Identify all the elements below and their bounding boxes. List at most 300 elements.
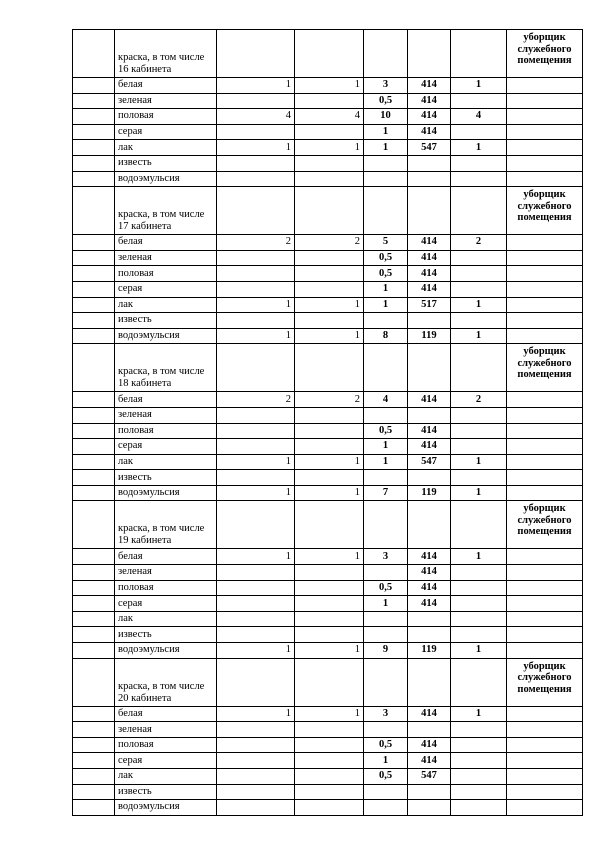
- amount-cell: 1: [364, 753, 408, 769]
- count-cell: [451, 627, 507, 643]
- empty-cell: [217, 501, 295, 549]
- price-cell: 119: [408, 328, 451, 344]
- quantity-cell: [295, 407, 364, 423]
- count-cell: 1: [451, 549, 507, 565]
- role-cell: [507, 485, 583, 501]
- quantity-cell: 2: [295, 235, 364, 251]
- table-row: [73, 485, 583, 501]
- table-row: [73, 784, 583, 800]
- amount-cell: [364, 722, 408, 738]
- quantity-cell: [295, 784, 364, 800]
- index-cell: [73, 124, 115, 140]
- count-cell: [451, 611, 507, 627]
- amount-cell: [364, 171, 408, 187]
- quantity-cell: [295, 93, 364, 109]
- role-cell: [507, 439, 583, 455]
- index-cell: [73, 753, 115, 769]
- table-row: [73, 235, 583, 251]
- group-title: краска, в том числе 17 кабинета: [115, 187, 217, 235]
- table-row: [73, 124, 583, 140]
- index-cell: [73, 800, 115, 816]
- material-name: половая: [115, 580, 217, 596]
- price-cell: 414: [408, 439, 451, 455]
- table-row: [73, 392, 583, 408]
- amount-cell: [364, 313, 408, 329]
- table-row: [73, 596, 583, 612]
- count-cell: 2: [451, 392, 507, 408]
- role-cell: [507, 753, 583, 769]
- table-row: [73, 549, 583, 565]
- material-name: половая: [115, 737, 217, 753]
- empty-cell: [364, 658, 408, 706]
- index-cell: [73, 549, 115, 565]
- table-row: [73, 439, 583, 455]
- count-cell: [451, 784, 507, 800]
- index-cell: [73, 722, 115, 738]
- material-name: водоэмульсия: [115, 171, 217, 187]
- role-cell: [507, 627, 583, 643]
- index-cell: [73, 140, 115, 156]
- role-cell: [507, 78, 583, 94]
- material-name: известь: [115, 155, 217, 171]
- index-cell: [73, 769, 115, 785]
- amount-cell: 7: [364, 485, 408, 501]
- materials-table: [72, 29, 583, 816]
- price-cell: 414: [408, 737, 451, 753]
- count-cell: [451, 407, 507, 423]
- role-cell: [507, 313, 583, 329]
- role-cell: [507, 769, 583, 785]
- quantity-cell: [217, 124, 295, 140]
- quantity-cell: 1: [217, 78, 295, 94]
- material-name: половая: [115, 109, 217, 125]
- index-cell: [73, 611, 115, 627]
- role-cell: [507, 643, 583, 659]
- material-name: водоэмульсия: [115, 800, 217, 816]
- price-cell: 414: [408, 565, 451, 581]
- role-cell: [507, 423, 583, 439]
- role-cell: [507, 297, 583, 313]
- material-name: белая: [115, 392, 217, 408]
- amount-cell: 3: [364, 78, 408, 94]
- quantity-cell: [217, 250, 295, 266]
- material-name: лак: [115, 140, 217, 156]
- quantity-cell: [295, 313, 364, 329]
- role-cell: [507, 328, 583, 344]
- quantity-cell: [295, 627, 364, 643]
- role-cell: [507, 392, 583, 408]
- count-cell: 4: [451, 109, 507, 125]
- quantity-cell: [217, 784, 295, 800]
- empty-cell: [408, 501, 451, 549]
- quantity-cell: [217, 266, 295, 282]
- quantity-cell: [295, 580, 364, 596]
- price-cell: 414: [408, 549, 451, 565]
- empty-cell: [408, 658, 451, 706]
- empty-cell: [217, 344, 295, 392]
- empty-cell: [295, 501, 364, 549]
- empty-cell: [217, 187, 295, 235]
- amount-cell: [364, 565, 408, 581]
- amount-cell: 5: [364, 235, 408, 251]
- amount-cell: 4: [364, 392, 408, 408]
- index-cell: [73, 313, 115, 329]
- table-row: [73, 565, 583, 581]
- table-row: [73, 93, 583, 109]
- role-cell: [507, 281, 583, 297]
- amount-cell: [364, 407, 408, 423]
- role-cell: [507, 109, 583, 125]
- quantity-cell: 2: [217, 392, 295, 408]
- table-row: [73, 266, 583, 282]
- empty-cell: [408, 187, 451, 235]
- count-cell: [451, 124, 507, 140]
- count-cell: 1: [451, 328, 507, 344]
- amount-cell: 0,5: [364, 737, 408, 753]
- empty-cell: [364, 344, 408, 392]
- amount-cell: 0,5: [364, 769, 408, 785]
- amount-cell: 0,5: [364, 423, 408, 439]
- price-cell: 414: [408, 78, 451, 94]
- material-name: известь: [115, 627, 217, 643]
- index-cell: [73, 328, 115, 344]
- table-row: [73, 580, 583, 596]
- responsible-role: уборщик служебного помещения: [507, 30, 583, 78]
- quantity-cell: 2: [217, 235, 295, 251]
- quantity-cell: [217, 439, 295, 455]
- price-cell: 414: [408, 266, 451, 282]
- price-cell: [408, 407, 451, 423]
- index-cell: [73, 596, 115, 612]
- table-row: [73, 454, 583, 470]
- role-cell: [507, 596, 583, 612]
- price-cell: 547: [408, 140, 451, 156]
- quantity-cell: 1: [217, 485, 295, 501]
- material-name: половая: [115, 266, 217, 282]
- price-cell: [408, 171, 451, 187]
- index-cell: [73, 784, 115, 800]
- price-cell: 414: [408, 596, 451, 612]
- quantity-cell: [295, 800, 364, 816]
- group-title: краска, в том числе 18 кабинета: [115, 344, 217, 392]
- quantity-cell: 2: [295, 392, 364, 408]
- count-cell: [451, 439, 507, 455]
- count-cell: 1: [451, 643, 507, 659]
- responsible-role: уборщик служебного помещения: [507, 344, 583, 392]
- index-cell: [73, 454, 115, 470]
- quantity-cell: 4: [295, 109, 364, 125]
- price-cell: 414: [408, 93, 451, 109]
- price-cell: [408, 784, 451, 800]
- material-name: серая: [115, 281, 217, 297]
- material-name: серая: [115, 596, 217, 612]
- index-cell: [73, 439, 115, 455]
- material-name: известь: [115, 470, 217, 486]
- price-cell: 414: [408, 580, 451, 596]
- amount-cell: 3: [364, 549, 408, 565]
- table-row: [73, 643, 583, 659]
- amount-cell: [364, 470, 408, 486]
- empty-cell: [408, 30, 451, 78]
- material-name: серая: [115, 439, 217, 455]
- quantity-cell: [217, 155, 295, 171]
- index-cell: [73, 737, 115, 753]
- quantity-cell: [217, 93, 295, 109]
- quantity-cell: [217, 753, 295, 769]
- table-row: [73, 78, 583, 94]
- price-cell: [408, 470, 451, 486]
- role-cell: [507, 549, 583, 565]
- quantity-cell: [295, 722, 364, 738]
- empty-cell: [364, 30, 408, 78]
- role-cell: [507, 565, 583, 581]
- quantity-cell: [217, 565, 295, 581]
- count-cell: [451, 266, 507, 282]
- quantity-cell: 1: [295, 297, 364, 313]
- price-cell: 414: [408, 753, 451, 769]
- role-cell: [507, 454, 583, 470]
- index-cell: [73, 109, 115, 125]
- role-cell: [507, 171, 583, 187]
- quantity-cell: [217, 281, 295, 297]
- quantity-cell: [295, 470, 364, 486]
- quantity-cell: [217, 423, 295, 439]
- group-header-row: [73, 30, 583, 78]
- quantity-cell: [295, 155, 364, 171]
- responsible-role: уборщик служебного помещения: [507, 658, 583, 706]
- amount-cell: 10: [364, 109, 408, 125]
- material-name: белая: [115, 706, 217, 722]
- role-cell: [507, 611, 583, 627]
- price-cell: [408, 611, 451, 627]
- amount-cell: 0,5: [364, 250, 408, 266]
- index-cell: [73, 392, 115, 408]
- role-cell: [507, 250, 583, 266]
- material-name: зеленая: [115, 93, 217, 109]
- material-name: белая: [115, 549, 217, 565]
- quantity-cell: [217, 470, 295, 486]
- table-row: [73, 627, 583, 643]
- role-cell: [507, 407, 583, 423]
- material-name: водоэмульсия: [115, 485, 217, 501]
- price-cell: [408, 155, 451, 171]
- responsible-role: уборщик служебного помещения: [507, 187, 583, 235]
- group-header-row: [73, 187, 583, 235]
- quantity-cell: 1: [295, 454, 364, 470]
- index-cell: [73, 407, 115, 423]
- quantity-cell: [217, 722, 295, 738]
- role-cell: [507, 706, 583, 722]
- material-name: водоэмульсия: [115, 643, 217, 659]
- table-row: [73, 737, 583, 753]
- price-cell: 547: [408, 454, 451, 470]
- empty-cell: [217, 30, 295, 78]
- index-cell: [73, 565, 115, 581]
- price-cell: 414: [408, 706, 451, 722]
- role-cell: [507, 784, 583, 800]
- quantity-cell: [295, 737, 364, 753]
- index-cell: [73, 297, 115, 313]
- amount-cell: 3: [364, 706, 408, 722]
- table-row: [73, 800, 583, 816]
- empty-cell: [364, 187, 408, 235]
- price-cell: [408, 800, 451, 816]
- role-cell: [507, 155, 583, 171]
- count-cell: [451, 313, 507, 329]
- amount-cell: [364, 784, 408, 800]
- table-row: [73, 470, 583, 486]
- table-row: [73, 140, 583, 156]
- material-name: известь: [115, 313, 217, 329]
- price-cell: 414: [408, 423, 451, 439]
- index-cell: [73, 281, 115, 297]
- empty-cell: [451, 344, 507, 392]
- material-name: серая: [115, 753, 217, 769]
- role-cell: [507, 737, 583, 753]
- quantity-cell: [295, 565, 364, 581]
- empty-cell: [295, 658, 364, 706]
- quantity-cell: [217, 627, 295, 643]
- role-cell: [507, 93, 583, 109]
- empty-cell: [73, 658, 115, 706]
- amount-cell: 1: [364, 596, 408, 612]
- count-cell: [451, 565, 507, 581]
- amount-cell: 8: [364, 328, 408, 344]
- price-cell: 414: [408, 250, 451, 266]
- amount-cell: [364, 800, 408, 816]
- table-row: [73, 297, 583, 313]
- index-cell: [73, 155, 115, 171]
- index-cell: [73, 485, 115, 501]
- quantity-cell: [295, 753, 364, 769]
- quantity-cell: [295, 423, 364, 439]
- materials-table-body: [73, 30, 583, 816]
- material-name: зеленая: [115, 407, 217, 423]
- role-cell: [507, 235, 583, 251]
- amount-cell: 9: [364, 643, 408, 659]
- amount-cell: 1: [364, 439, 408, 455]
- material-name: известь: [115, 784, 217, 800]
- group-header-row: [73, 501, 583, 549]
- count-cell: [451, 800, 507, 816]
- empty-cell: [408, 344, 451, 392]
- empty-cell: [73, 187, 115, 235]
- material-name: зеленая: [115, 250, 217, 266]
- quantity-cell: [217, 580, 295, 596]
- table-row: [73, 281, 583, 297]
- amount-cell: [364, 155, 408, 171]
- material-name: лак: [115, 297, 217, 313]
- group-title: краска, в том числе 16 кабинета: [115, 30, 217, 78]
- quantity-cell: 1: [295, 706, 364, 722]
- price-cell: [408, 627, 451, 643]
- empty-cell: [217, 658, 295, 706]
- count-cell: [451, 470, 507, 486]
- role-cell: [507, 470, 583, 486]
- quantity-cell: [295, 439, 364, 455]
- quantity-cell: 1: [217, 706, 295, 722]
- price-cell: 517: [408, 297, 451, 313]
- empty-cell: [295, 187, 364, 235]
- index-cell: [73, 706, 115, 722]
- table-row: [73, 407, 583, 423]
- index-cell: [73, 627, 115, 643]
- group-header-row: [73, 344, 583, 392]
- quantity-cell: [217, 313, 295, 329]
- count-cell: [451, 753, 507, 769]
- count-cell: [451, 423, 507, 439]
- price-cell: [408, 313, 451, 329]
- quantity-cell: [295, 171, 364, 187]
- index-cell: [73, 235, 115, 251]
- quantity-cell: 1: [295, 549, 364, 565]
- count-cell: 2: [451, 235, 507, 251]
- quantity-cell: 1: [217, 140, 295, 156]
- quantity-cell: 1: [295, 643, 364, 659]
- responsible-role: уборщик служебного помещения: [507, 501, 583, 549]
- quantity-cell: [217, 800, 295, 816]
- index-cell: [73, 250, 115, 266]
- count-cell: [451, 250, 507, 266]
- price-cell: 414: [408, 109, 451, 125]
- price-cell: 414: [408, 392, 451, 408]
- price-cell: 414: [408, 235, 451, 251]
- count-cell: 1: [451, 485, 507, 501]
- quantity-cell: [295, 769, 364, 785]
- material-name: серая: [115, 124, 217, 140]
- amount-cell: [364, 627, 408, 643]
- count-cell: [451, 737, 507, 753]
- quantity-cell: 1: [295, 328, 364, 344]
- quantity-cell: [295, 250, 364, 266]
- empty-cell: [73, 30, 115, 78]
- role-cell: [507, 722, 583, 738]
- material-name: лак: [115, 611, 217, 627]
- group-title: краска, в том числе 19 кабинета: [115, 501, 217, 549]
- price-cell: [408, 722, 451, 738]
- material-name: зеленая: [115, 722, 217, 738]
- count-cell: [451, 155, 507, 171]
- quantity-cell: 1: [217, 328, 295, 344]
- table-row: [73, 171, 583, 187]
- price-cell: 414: [408, 281, 451, 297]
- table-row: [73, 722, 583, 738]
- index-cell: [73, 93, 115, 109]
- index-cell: [73, 470, 115, 486]
- table-row: [73, 769, 583, 785]
- table-row: [73, 706, 583, 722]
- count-cell: 1: [451, 454, 507, 470]
- amount-cell: [364, 611, 408, 627]
- table-row: [73, 753, 583, 769]
- material-name: половая: [115, 423, 217, 439]
- amount-cell: 0,5: [364, 93, 408, 109]
- empty-cell: [73, 344, 115, 392]
- amount-cell: 0,5: [364, 266, 408, 282]
- amount-cell: 1: [364, 297, 408, 313]
- quantity-cell: [295, 266, 364, 282]
- count-cell: [451, 281, 507, 297]
- amount-cell: 1: [364, 140, 408, 156]
- material-name: водоэмульсия: [115, 328, 217, 344]
- table-row: [73, 313, 583, 329]
- quantity-cell: [217, 611, 295, 627]
- count-cell: 1: [451, 140, 507, 156]
- table-row: [73, 250, 583, 266]
- amount-cell: 0,5: [364, 580, 408, 596]
- role-cell: [507, 266, 583, 282]
- price-cell: 547: [408, 769, 451, 785]
